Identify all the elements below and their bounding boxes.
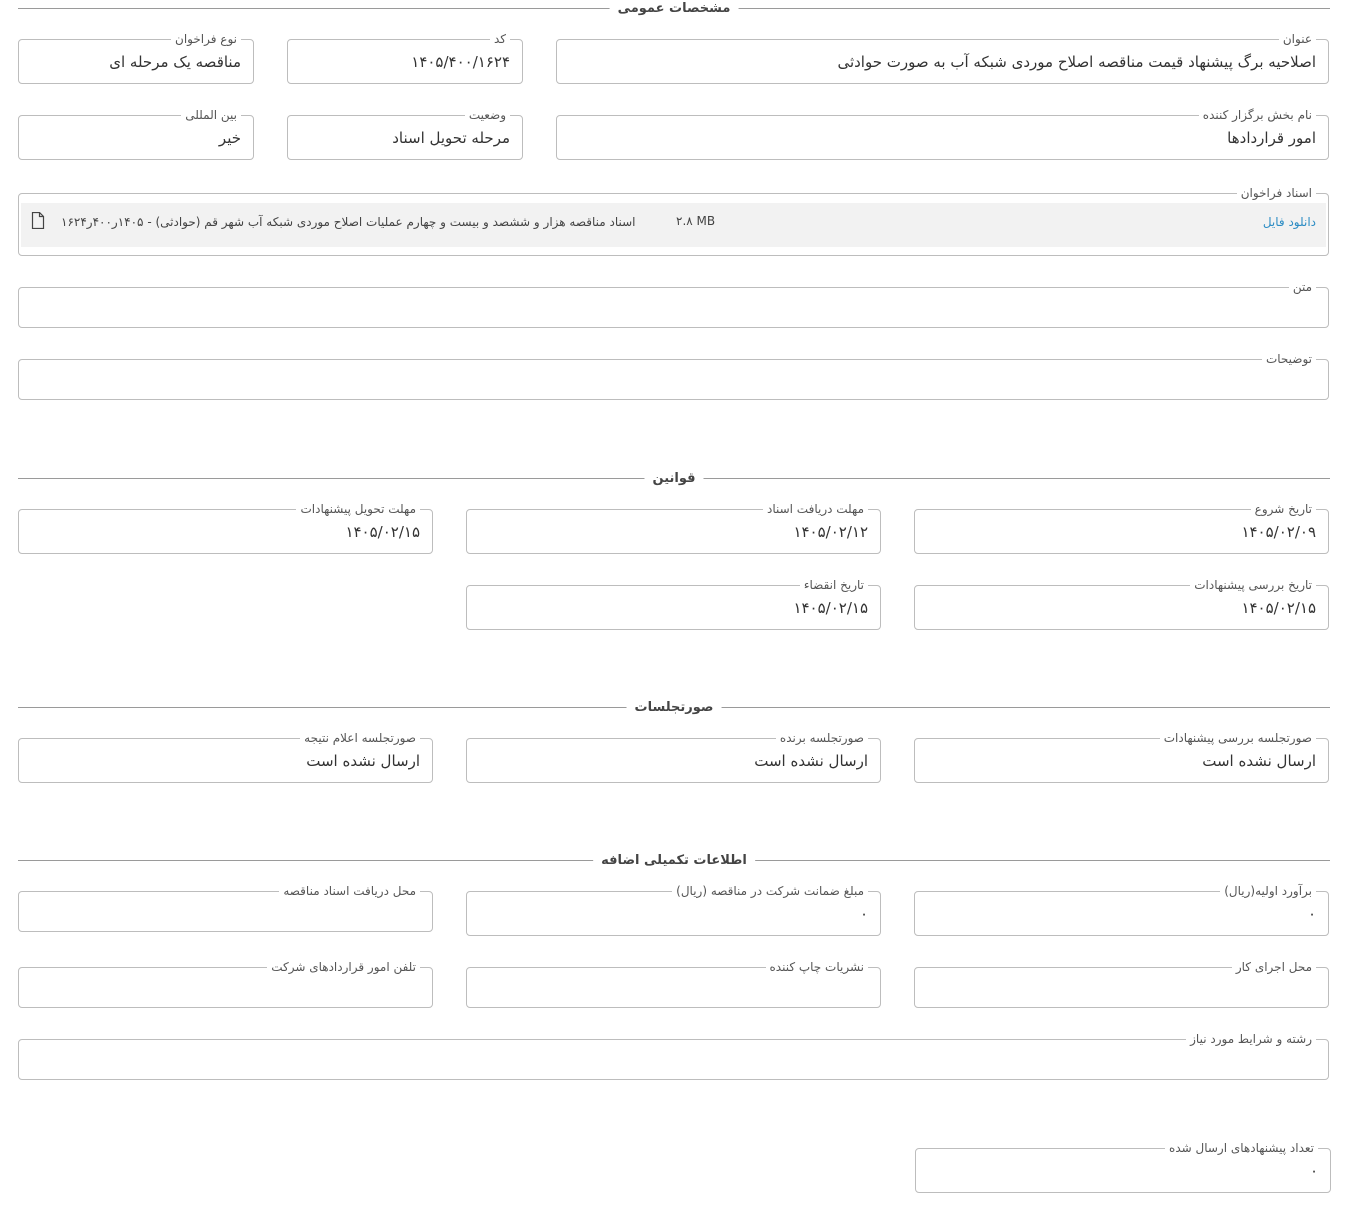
submissions-count-value: ۰: [1309, 1161, 1318, 1180]
review-date-field: [914, 578, 1329, 630]
submit-deadline-value: ۱۴۰۵/۰۲/۱۵: [345, 522, 420, 541]
description-label: توضیحات: [1262, 351, 1316, 367]
status-field: [287, 108, 523, 160]
extra-section-title: اطلاعات تکمیلی اضافه: [593, 852, 755, 870]
winner-minutes-value: ارسال نشده است: [754, 751, 868, 770]
status-value: مرحله تحویل اسناد: [392, 128, 510, 147]
file-icon: [31, 212, 45, 229]
start-date-value: ۱۴۰۵/۰۲/۰۹: [1241, 522, 1316, 541]
text-label: متن: [1289, 279, 1316, 295]
guarantee-field: [466, 884, 881, 936]
document-file-row: [21, 203, 1326, 247]
rules-section-title: قوانین: [644, 470, 703, 488]
code-label: کد: [490, 31, 510, 47]
documents-label: اسناد فراخوان: [1237, 185, 1316, 201]
submissions-count-label: تعداد پیشنهادهای ارسال شده: [1165, 1140, 1318, 1156]
review-minutes-field: [914, 731, 1329, 783]
review-date-label: تاریخ بررسی پیشنهادات: [1190, 577, 1316, 593]
review-minutes-label: صورتجلسه بررسی پیشنهادات: [1160, 730, 1316, 746]
title-field: [556, 32, 1329, 84]
documents-field: [18, 186, 1329, 256]
international-value: خیر: [218, 128, 241, 147]
result-minutes-field: [18, 731, 433, 783]
publications-field: [466, 960, 881, 1008]
doc-deadline-value: ۱۴۰۵/۰۲/۱۲: [793, 522, 868, 541]
status-label: وضعیت: [465, 107, 510, 123]
submissions-count-field: [915, 1141, 1331, 1193]
file-size: ۲.۸ MB: [676, 214, 716, 228]
doc-place-label: محل دریافت اسناد مناقصه: [279, 883, 420, 899]
doc-place-field: [18, 884, 433, 932]
result-minutes-label: صورتجلسه اعلام نتیجه: [300, 730, 420, 746]
estimate-value: ۰: [1307, 904, 1316, 923]
phone-field: [18, 960, 433, 1008]
organizer-field: [556, 108, 1329, 160]
phone-label: تلفن امور قراردادهای شرکت: [267, 959, 420, 975]
code-value: ۱۴۰۵/۴۰۰/۱۶۲۴: [411, 52, 510, 71]
organizer-value: امور قراردادها: [1227, 128, 1316, 147]
international-label: بین المللی: [181, 107, 241, 123]
doc-deadline-label: مهلت دریافت اسناد: [763, 501, 868, 517]
call-type-label: نوع فراخوان: [171, 31, 241, 47]
description-field: [18, 352, 1329, 400]
text-field: [18, 280, 1329, 328]
winner-minutes-label: صورتجلسه برنده: [776, 730, 868, 746]
call-type-field: [18, 32, 254, 84]
expiry-date-field: [466, 578, 881, 630]
guarantee-label: مبلغ ضمانت شرکت در مناقصه (ریال): [672, 883, 868, 899]
start-date-label: تاریخ شروع: [1251, 501, 1316, 517]
file-name: اسناد مناقصه هزار و ششصد و بیست و چهارم عملیات اصلاح موردی شبکه آب شهر قم (حوادثی) - ۱۴۰۵ر۴۰۰ر۱۶۲۴: [61, 215, 636, 229]
publications-label: نشریات چاپ کننده: [766, 959, 869, 975]
general-section-title: مشخصات عمومی: [610, 0, 739, 18]
estimate-field: [914, 884, 1329, 936]
doc-deadline-field: [466, 502, 881, 554]
review-minutes-value: ارسال نشده است: [1202, 751, 1316, 770]
guarantee-value: ۰: [859, 904, 868, 923]
expiry-date-label: تاریخ انقضاء: [800, 577, 868, 593]
start-date-field: [914, 502, 1329, 554]
result-minutes-value: ارسال نشده است: [306, 751, 420, 770]
requirements-field: [18, 1032, 1329, 1080]
title-label: عنوان: [1279, 31, 1316, 47]
winner-minutes-field: [466, 731, 881, 783]
expiry-date-value: ۱۴۰۵/۰۲/۱۵: [793, 598, 868, 617]
work-place-label: محل اجرای کار: [1232, 959, 1316, 975]
minutes-section-title: صورتجلسات: [627, 699, 722, 717]
international-field: [18, 108, 254, 160]
download-file-link[interactable]: دانلود فایل: [1262, 215, 1316, 229]
code-field: [287, 32, 523, 84]
work-place-field: [914, 960, 1329, 1008]
review-date-value: ۱۴۰۵/۰۲/۱۵: [1241, 598, 1316, 617]
submit-deadline-field: [18, 502, 433, 554]
title-value: اصلاحیه برگ پیشنهاد قیمت مناقصه اصلاح موردی شبکه آب به صورت حوادثی: [837, 52, 1316, 71]
submit-deadline-label: مهلت تحویل پیشنهادات: [296, 501, 420, 517]
organizer-label: نام بخش برگزار کننده: [1199, 107, 1316, 123]
requirements-label: رشته و شرایط مورد نیاز: [1186, 1031, 1316, 1047]
estimate-label: برآورد اولیه(ریال): [1220, 883, 1316, 899]
call-type-value: مناقصه یک مرحله ای: [109, 52, 241, 71]
